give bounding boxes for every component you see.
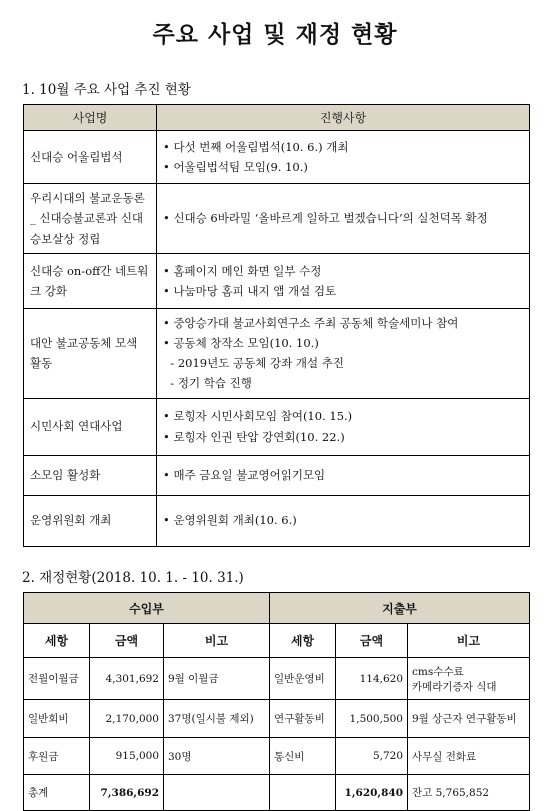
expense-note: cms수수료 카메라기증자 식대: [408, 658, 530, 700]
progress-item: • 어울림법석팀 모임(9. 10.): [163, 160, 308, 174]
section2-heading: 2. 재정현황(2018. 10. 1. - 10. 31.): [22, 570, 244, 586]
income-amount: 915,000: [90, 738, 164, 775]
page-title: 주요 사업 및 재정 현황: [152, 22, 398, 48]
progress-item: - 2019년도 공동체 강좌 개설 추진: [163, 356, 344, 371]
expense-header: 지출부: [270, 593, 530, 624]
project-row: [24, 495, 530, 546]
expense-amount: 114,620: [336, 658, 408, 700]
col-header-name: 사업명: [24, 105, 157, 131]
project-name: 소모임 활성화: [24, 455, 157, 495]
income-note: 37명(일시불 제외): [164, 700, 270, 738]
total-balance: 잔고 5,765,852: [408, 775, 530, 811]
section1-heading: 1. 10월 주요 사업 추진 현황: [22, 82, 191, 98]
project-name: 신대승 어울림법석: [24, 131, 157, 184]
progress-item: • 홈페이지 메인 화면 일부 수정: [163, 263, 322, 278]
project-row: [24, 455, 530, 495]
progress-item: • 신대승 6바라밀 ‘올바르게 일하고 벌겠습니다’의 실천덕목 확정: [163, 211, 488, 226]
income-amount: 2,170,000: [90, 700, 164, 738]
expense-note: 9월 상근자 연구활동비: [408, 700, 530, 738]
progress-item: • 매주 금요일 불교영어읽기모임: [163, 467, 326, 482]
project-row: [24, 131, 530, 184]
project-name: 신대승 on-off간 네트워크 강화: [24, 254, 157, 309]
income-amount: 4,301,692: [90, 658, 164, 700]
progress-item: • 운영위원회 개최(10. 6.): [163, 513, 297, 528]
project-name: 우리시대의 불교운동론 _ 신대승불교론과 신대승보살상 정립: [24, 184, 157, 254]
finance-row: [24, 658, 530, 700]
income-item: 후원금: [24, 738, 90, 775]
col-header-progress: 진행사항: [157, 105, 530, 131]
finance-row: [24, 700, 530, 738]
income-item: 일반회비: [24, 700, 90, 738]
expense-amount: 1,500,500: [336, 700, 408, 738]
col-expense-amount: 금액: [336, 624, 408, 658]
project-progress: [157, 495, 530, 546]
progress-item: - 정기 학습 진행: [163, 376, 252, 391]
expense-item: 일반운영비: [270, 658, 336, 700]
total-label: 총계: [24, 775, 90, 811]
progress-item: • 로힝자 인권 탄압 강연회(10. 22.): [163, 429, 345, 444]
project-name: 운영위원회 개최: [24, 495, 157, 546]
expense-item: 연구활동비: [270, 700, 336, 738]
expense-amount: 5,720: [336, 738, 408, 775]
total-expense-item: [270, 775, 336, 811]
col-expense-note: 비고: [408, 624, 530, 658]
project-row: [24, 184, 530, 254]
total-expense: 1,620,840: [336, 775, 408, 811]
progress-item: • 공동체 창작소 모임(10. 10.): [163, 336, 319, 351]
col-income-note: 비고: [164, 624, 270, 658]
income-note: 9월 이월금: [164, 658, 270, 700]
expense-note: 사무실 전화료: [408, 738, 530, 775]
project-row: [24, 254, 530, 309]
total-income: 7,386,692: [90, 775, 164, 811]
expense-item: 통신비: [270, 738, 336, 775]
project-row: [24, 398, 530, 455]
col-expense-item: 세항: [270, 624, 336, 658]
projects-table: [23, 104, 530, 547]
project-progress: [157, 254, 530, 309]
project-progress: [157, 398, 530, 455]
project-progress: [157, 455, 530, 495]
project-row: [24, 309, 530, 399]
project-progress: [157, 309, 530, 399]
col-income-item: 세항: [24, 624, 90, 658]
income-note: 30명: [164, 738, 270, 775]
income-item: 전월이월금: [24, 658, 90, 700]
project-name: 시민사회 연대사업: [24, 398, 157, 455]
finance-row: [24, 738, 530, 775]
col-income-amount: 금액: [90, 624, 164, 658]
progress-item: • 다섯 번째 어울림법석(10. 6.) 개최: [163, 139, 349, 154]
project-progress: [157, 131, 530, 184]
progress-item: • 로힝자 시민사회모임 참여(10. 15.): [163, 409, 353, 424]
progress-item: • 중앙승가대 불교사회연구소 주최 공동체 학술세미나 참여: [163, 316, 459, 330]
project-name: 대안 불교공동체 모색 활동: [24, 309, 157, 399]
project-progress: [157, 184, 530, 254]
progress-item: • 나눔마당 홈피 내지 앱 개설 검토: [163, 284, 337, 298]
total-income-note: [164, 775, 270, 811]
income-header: 수입부: [24, 593, 270, 624]
finance-table: [23, 592, 530, 811]
